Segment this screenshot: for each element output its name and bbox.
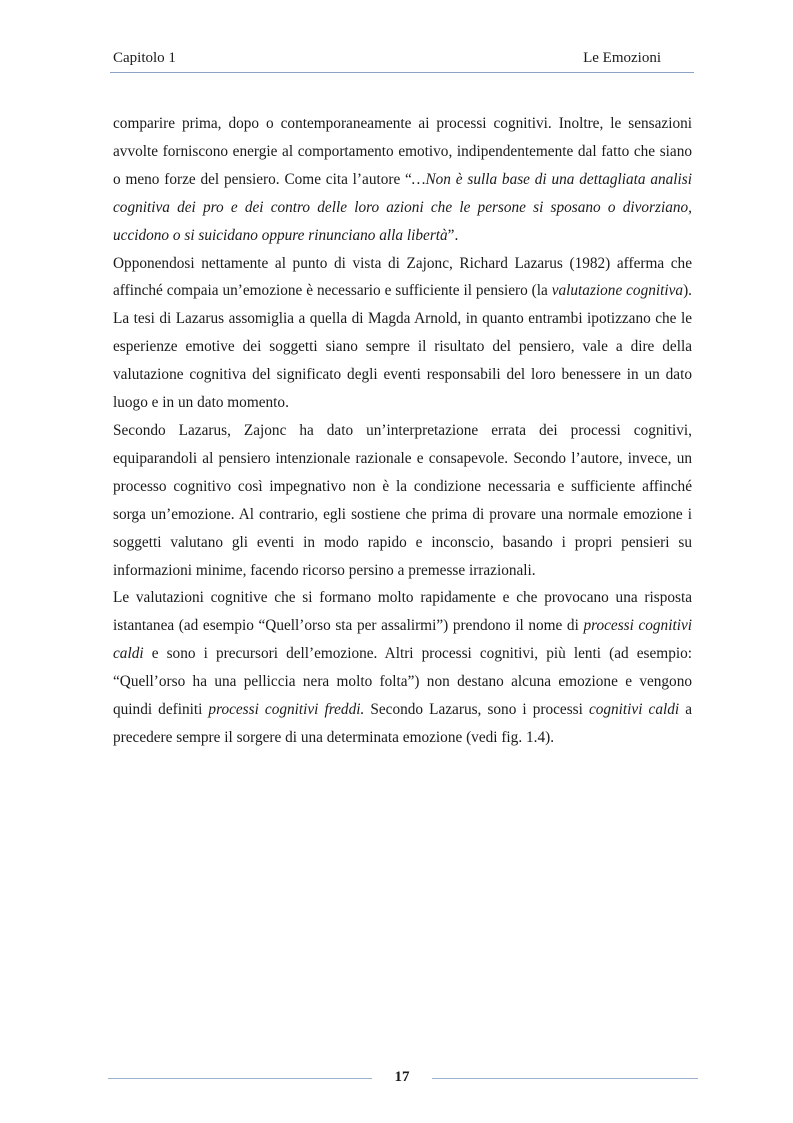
chapter-label: Capitolo 1 xyxy=(113,50,176,66)
header-divider xyxy=(110,72,694,73)
footer-divider-left xyxy=(108,1078,372,1079)
text-run: Le valutazioni cognitive che si formano molto rapidamente e che provocano una risposta istantanea (ad esempio “Quell’orso sta per assalirmi”) prendono il nome di xyxy=(113,589,692,635)
body-text xyxy=(113,110,692,752)
text-run: a precedere sempre il sorgere di una determinata emozione (vedi fig. 1.4). xyxy=(113,701,692,746)
text-run: e sono i precursori dell’emozione. Altri processi cognitivi, più lenti (ad esempio: “Quell’orso ha una pelliccia nera molto folta”) non destano alcuna emozione e vengono quindi definiti xyxy=(113,645,692,719)
text-run: Secondo Lazarus, sono i processi xyxy=(364,701,589,719)
paragraph xyxy=(113,417,692,584)
text-run-italic: valutazione cognitiva xyxy=(551,282,684,300)
paragraph xyxy=(113,110,692,250)
page-header xyxy=(113,46,693,72)
text-run: Secondo Lazarus, Zajonc ha dato un’interpretazione errata dei processi cognitivi, equiparandoli al pensiero intenzionale razionale e consapevole. Secondo l’autore, invece, un processo cognitivo così impegnativo non è la condizione necessaria e sufficiente affinché sorga un’emozione. Al contrario, egli sostiene che prima di provare una normale emozione i soggetti valutano gli eventi in modo rapido e inconscio, basando i propri pensieri su informazioni minime, facendo ricorso persino a premesse irrazionali. xyxy=(113,421,692,579)
footer-divider-right xyxy=(432,1078,698,1079)
text-run-italic: processi cognitivi freddi. xyxy=(208,701,365,719)
text-run: comparire prima, dopo o contemporaneamente ai processi cognitivi. Inoltre, le sensazioni avvolte forniscono energie al comportamento emotivo, indipendentemente dal fatto che siano o meno forze del pensiero. Come cita l’autore “ xyxy=(113,115,692,188)
text-run: ”. xyxy=(447,226,459,244)
text-run: Opponendosi nettamente al punto di vista di Zajonc, Richard Lazarus (1982) afferma che affinché compaia un’emozione è necessario e sufficiente il pensiero (la xyxy=(113,254,692,300)
paragraph xyxy=(113,250,692,417)
text-run-italic: processi cognitivi caldi xyxy=(113,617,692,663)
text-run: ). La tesi di Lazarus assomiglia a quella di Magda Arnold, in quanto entrambi ipotizzano che le esperienze emotive dei soggetti siano sempre il risultato del pensiero, vale a dire della valutazione cognitiva del significato degli eventi responsabili del loro benessere in un dato luogo e in un dato momento. xyxy=(113,282,692,412)
chapter-title: Le Emozioni xyxy=(583,50,661,66)
text-run-italic: cognitivi caldi xyxy=(588,701,680,719)
text-run-italic: …Non è sulla base di una dettagliata analisi cognitiva dei pro e dei contro delle loro azioni che le persone si sposano o divorziano, uccidono o si suicidano oppure rinunciano alla libertà xyxy=(113,170,692,244)
paragraph xyxy=(113,584,692,751)
page-number: 17 xyxy=(394,1069,410,1085)
